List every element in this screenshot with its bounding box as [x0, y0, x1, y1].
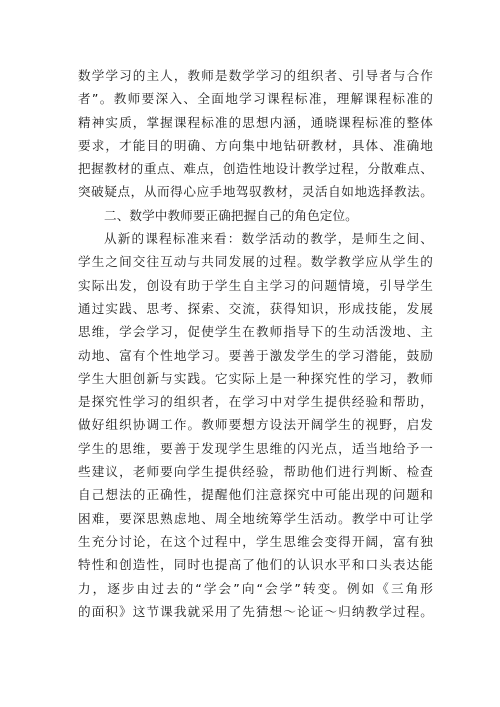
text-line: 些建议，老师要向学生提供经验，帮助他们进行判断、检查 — [78, 464, 433, 480]
text-line: 通过实践、思考、探索、交流，获得知识，形成技能，发展 — [78, 300, 433, 316]
document-body — [78, 64, 433, 623]
text-line: 是探究性学习的组织者，在学习中对学生提供经验和帮助， — [78, 394, 433, 410]
text-line: 突破疑点，从而得心应手地驾驭教材，灵活自如地选择教法。 — [78, 184, 433, 200]
text-line: 数学学习的主人，教师是数学学习的组织者、引导者与合作 — [78, 68, 433, 83]
text-line: 学生之间交往互动与共同发展的过程。数学教学应从学生的 — [78, 254, 433, 270]
text-line: 做好组织协调工作。教师要想方设法开阔学生的视野，启发 — [78, 417, 433, 433]
paragraph-start-line: 从新的课程标准来看：数学活动的教学，是师生之间、 — [104, 231, 433, 247]
text-line: 困难，要深思熟虑地、周全地统筹学生活动。教学中可让学 — [78, 510, 433, 526]
text-line: 学生大胆创新与实践。它实际上是一种探究性的学习，教师 — [78, 370, 433, 386]
text-line: 力，逐步由过去的“学会”向“会学”转变。例如《三角形 — [78, 580, 433, 596]
text-line: 动地、富有个性地学习。要善于激发学生的学习潜能，鼓励 — [78, 347, 433, 363]
text-line: 学生的思维，要善于发现学生思维的闪光点，适当地给予一 — [78, 440, 433, 456]
text-line: 思维，学会学习，促使学生在教师指导下的生动活泼地、主 — [78, 324, 433, 340]
paragraph-start-line: 二、数学中教师要正确把握自己的角色定位。 — [104, 207, 358, 223]
text-line: 实际出发，创设有助于学生自主学习的问题情境，引导学生 — [78, 277, 433, 293]
text-line: 的面积》这节课我就采用了先猜想～论证～归纳教学过程。 — [78, 603, 433, 619]
text-line: 自己想法的正确性，提醒他们注意探究中可能出现的问题和 — [78, 487, 433, 503]
text-line: 特性和创造性，同时也提高了他们的认识水平和口头表达能 — [78, 557, 433, 573]
text-line: 要求，才能目的明确、方向集中地钻研教材，具体、准确地 — [78, 137, 433, 153]
text-line: 生充分讨论，在这个过程中，学生思维会变得开阔，富有独 — [78, 533, 433, 549]
text-line: 把握教材的重点、难点，创造性地设计教学过程，分散难点、 — [78, 161, 433, 177]
text-line: 精神实质，掌握课程标准的思想内涵，通晓课程标准的整体 — [78, 114, 433, 130]
text-line: 者”。教师要深入、全面地学习课程标准，理解课程标准的 — [78, 91, 433, 107]
